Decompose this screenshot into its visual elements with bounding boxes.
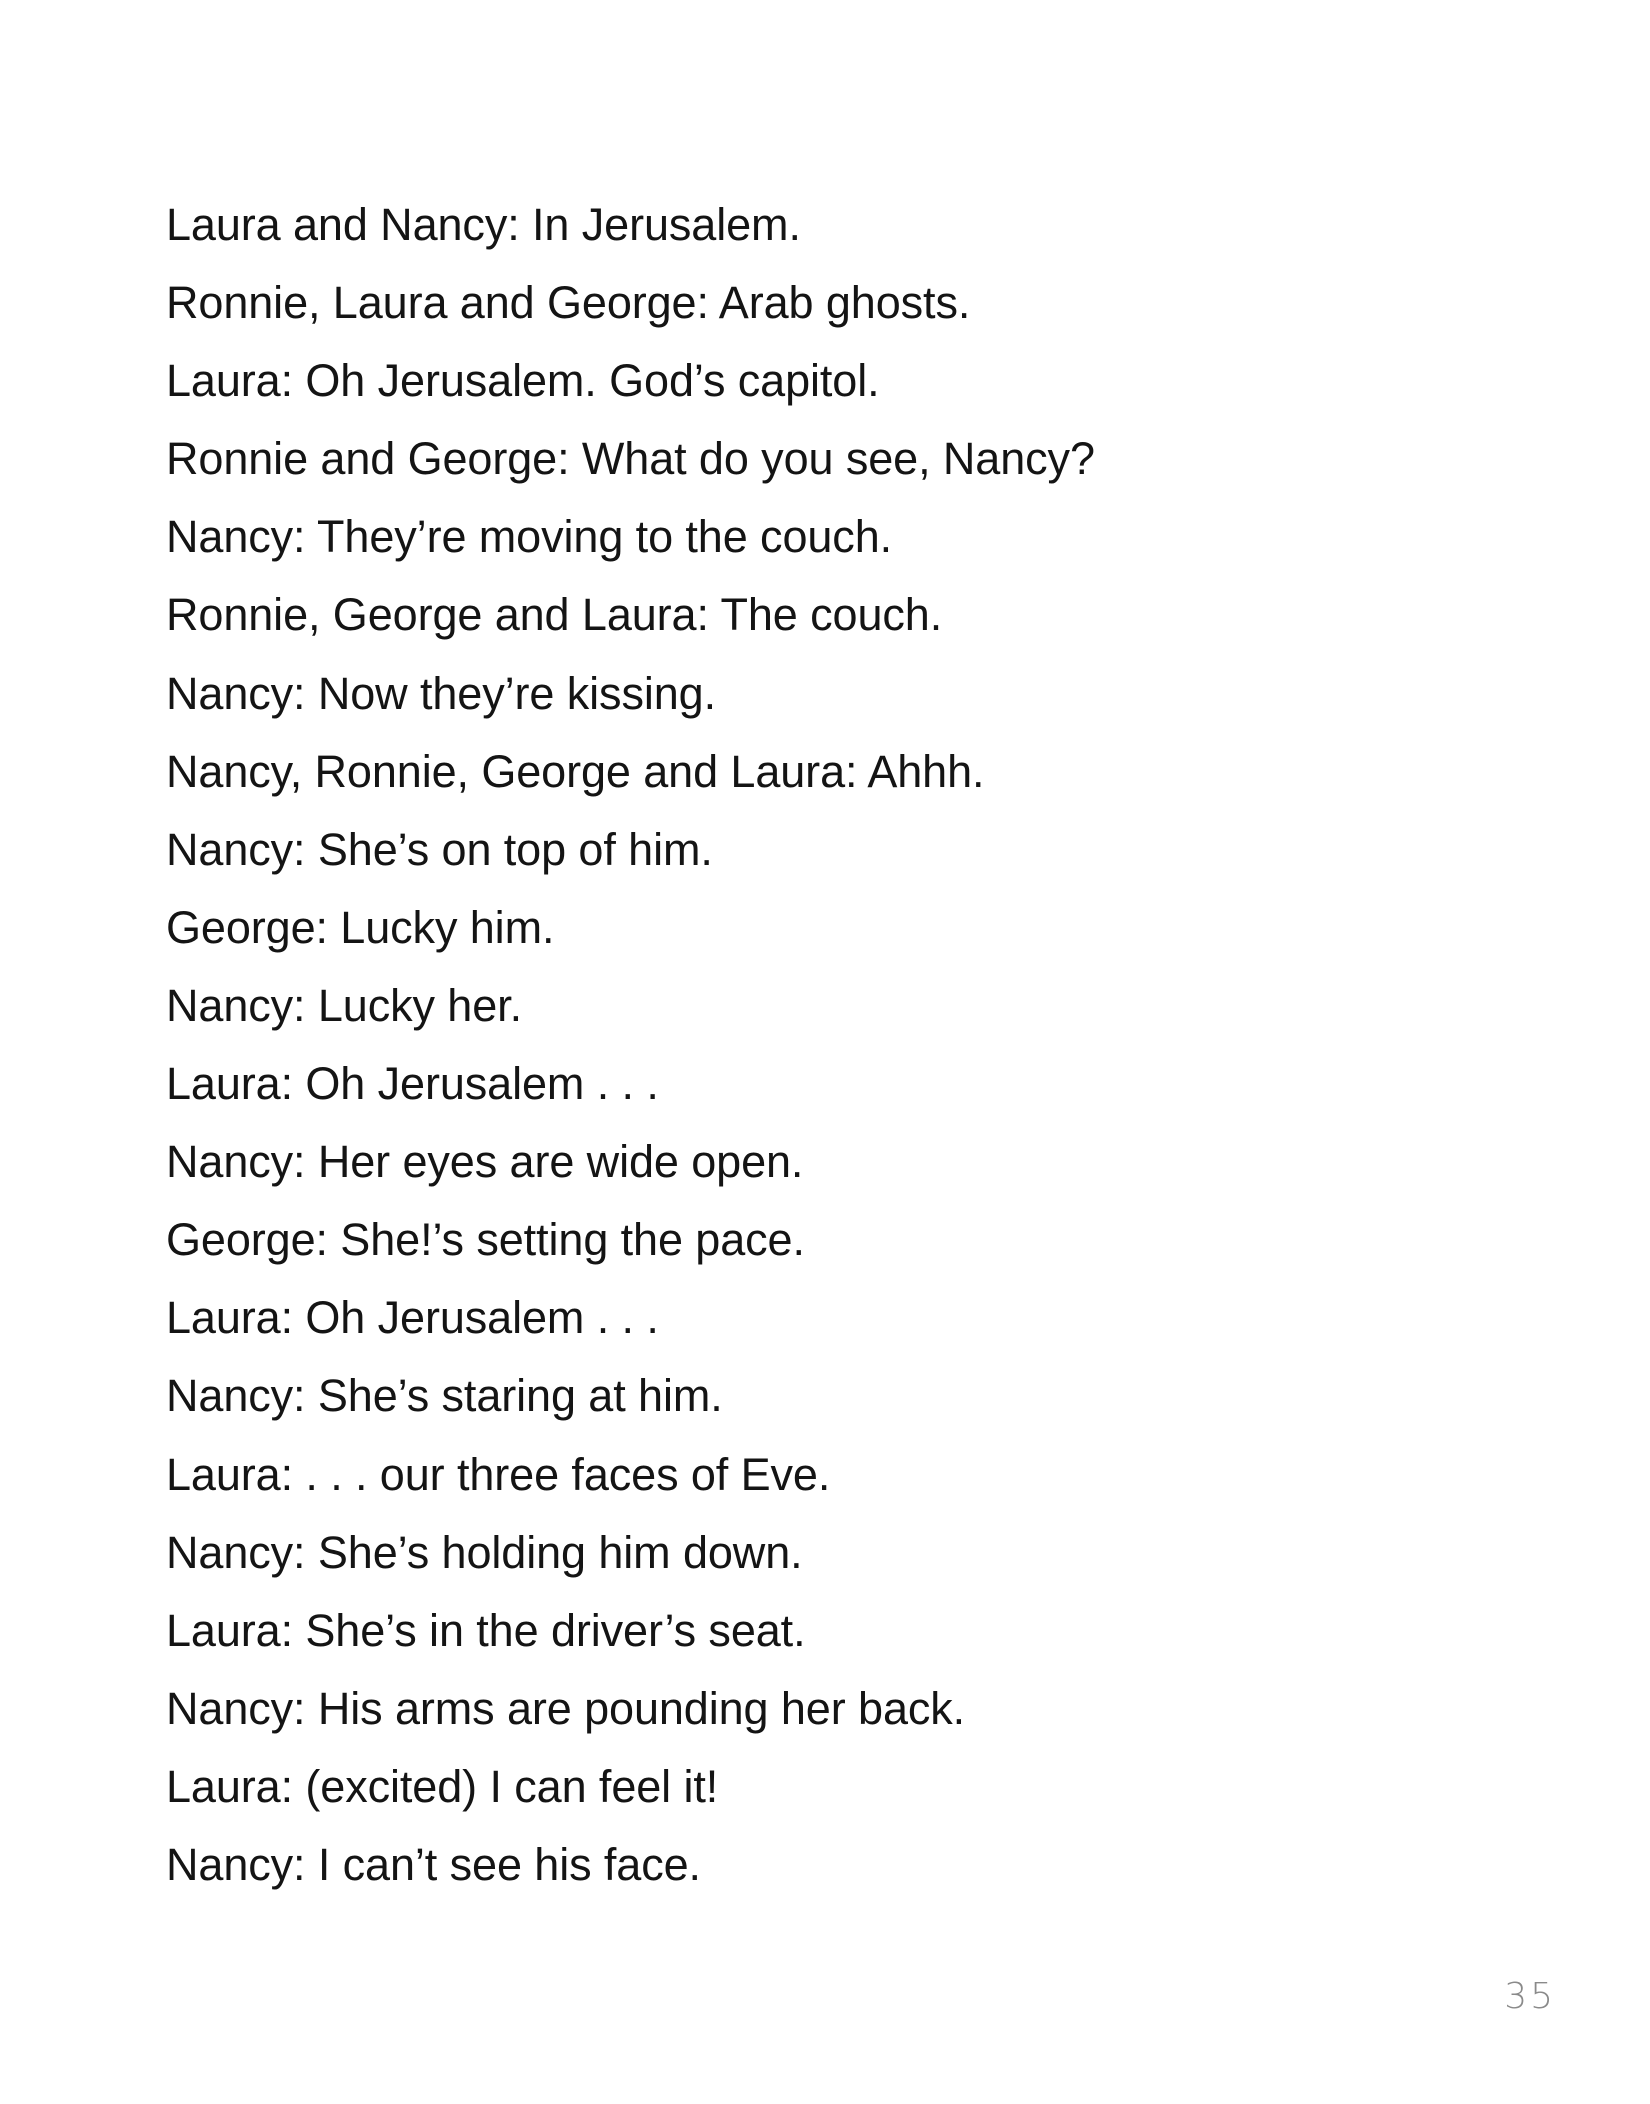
dialogue-line: Nancy: I can’t see his face.: [166, 1838, 701, 1890]
dialogue-line: George: Lucky him.: [166, 901, 555, 953]
dialogue-line: Nancy: His arms are pounding her back.: [166, 1682, 966, 1734]
dialogue-line: Laura: She’s in the driver’s seat.: [166, 1604, 806, 1656]
page-number: 35: [1504, 1976, 1556, 2017]
dialogue-line: Nancy: Lucky her.: [166, 979, 522, 1031]
dialogue-line: Nancy: She’s on top of him.: [166, 823, 713, 875]
dialogue-line: Nancy: Her eyes are wide open.: [166, 1136, 804, 1188]
dialogue-line: Laura and Nancy: In Jerusalem.: [166, 199, 801, 250]
dialogue-line: Ronnie, Laura and George: Arab ghosts.: [166, 277, 971, 329]
dialogue-line: Laura: Oh Jerusalem . . .: [166, 1058, 659, 1110]
dialogue-line: Laura: Oh Jerusalem . . .: [166, 1292, 659, 1344]
dialogue-line: Nancy: She’s holding him down.: [166, 1526, 803, 1578]
script-dialogue: [166, 186, 1466, 1904]
dialogue-line: Laura: Oh Jerusalem. God’s capitol.: [166, 355, 880, 407]
dialogue-line: Laura: (excited) I can feel it!: [166, 1760, 719, 1812]
dialogue-line: Laura: . . . our three faces of Eve.: [166, 1448, 831, 1500]
dialogue-line: Ronnie and George: What do you see, Nancy?: [166, 433, 1095, 485]
dialogue-line: Nancy, Ronnie, George and Laura: Ahhh.: [166, 745, 985, 797]
dialogue-line: Nancy: Now they’re kissing.: [166, 667, 717, 719]
dialogue-line: Nancy: They’re moving to the couch.: [166, 511, 893, 563]
dialogue-line: Nancy: She’s staring at him.: [166, 1370, 723, 1422]
dialogue-line: Ronnie, George and Laura: The couch.: [166, 589, 943, 641]
dialogue-line: George: She!’s setting the pace.: [166, 1214, 805, 1266]
